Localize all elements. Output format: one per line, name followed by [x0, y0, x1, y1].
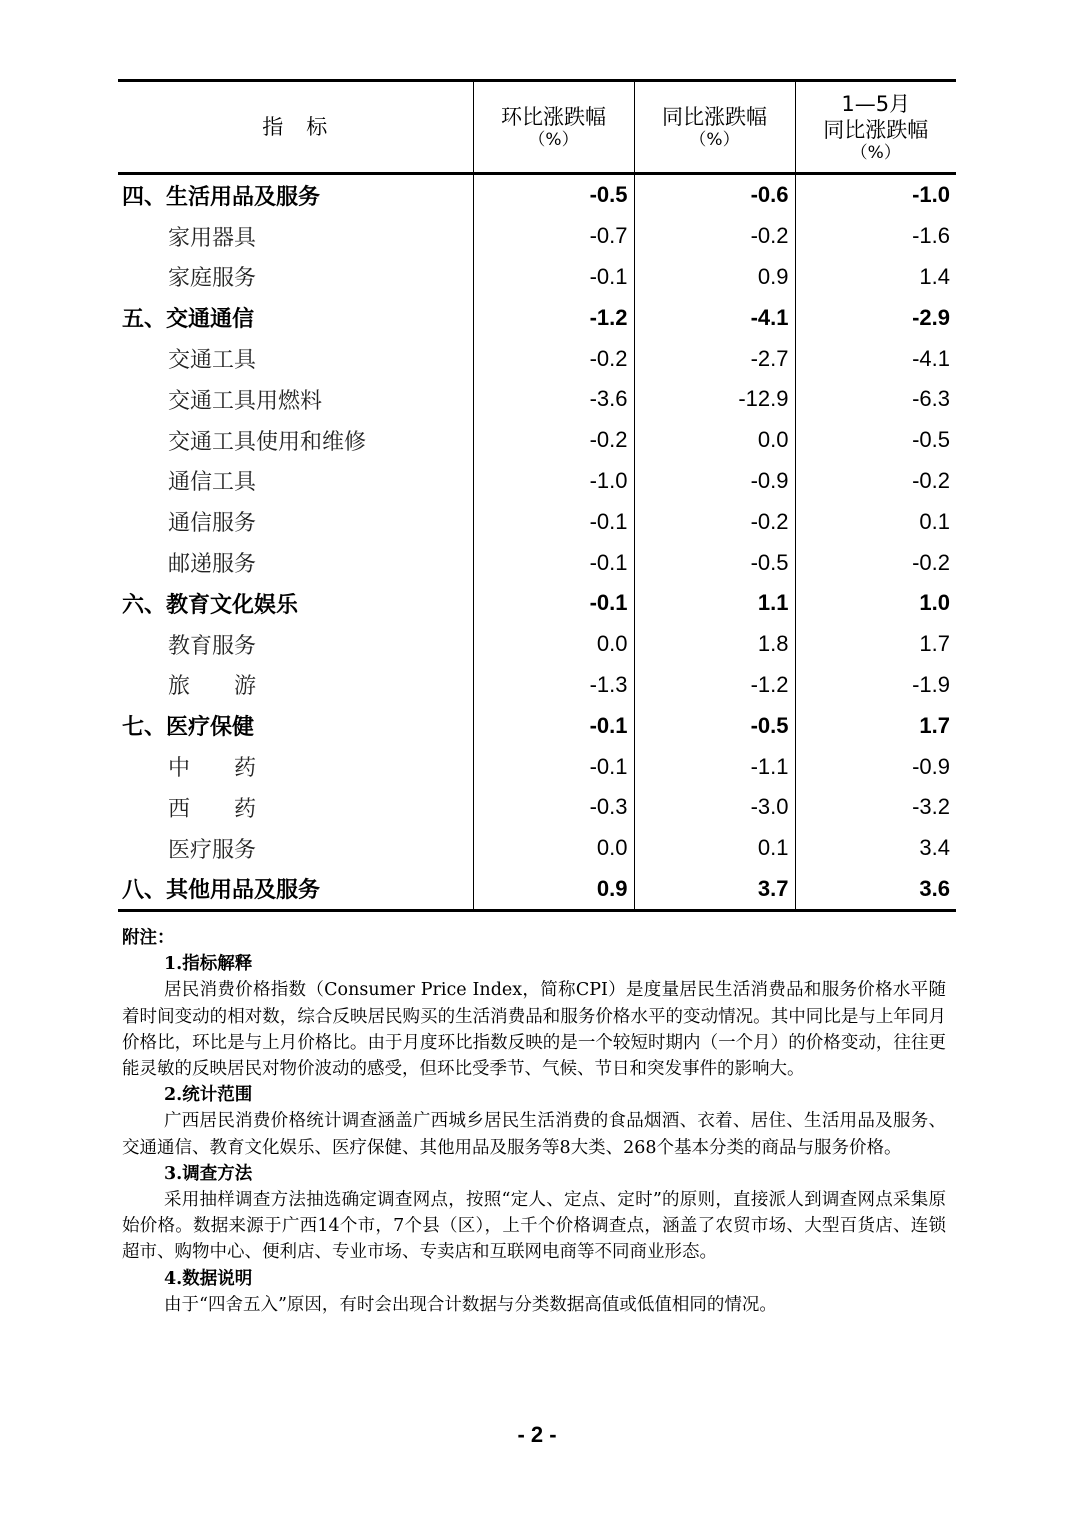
- row-name: 医疗服务: [168, 837, 257, 863]
- row-name: 教育服务: [168, 633, 257, 659]
- note-section-title: 1.指标解释: [164, 954, 253, 975]
- ytd-value: -1.0: [795, 174, 956, 216]
- header-indicator: 指 标: [118, 81, 473, 174]
- yoy-value: 0.1: [634, 828, 795, 869]
- cpi-table: [118, 79, 956, 912]
- yoy-value: -0.6: [634, 174, 795, 216]
- mom-value: -0.5: [473, 174, 634, 216]
- yoy-value: 0.0: [634, 420, 795, 461]
- header-mom-unit: （%）: [528, 130, 579, 150]
- row-name: 西 药: [168, 796, 257, 822]
- mom-value: -0.1: [473, 542, 634, 583]
- ytd-value: 3.6: [795, 869, 956, 911]
- mom-value: -0.1: [473, 501, 634, 542]
- header-ytd: [795, 81, 956, 174]
- row-name: 中 药: [168, 756, 257, 782]
- header-ytd-label: 同比涨跌幅: [823, 118, 929, 142]
- row-name: 交通工具用燃料: [168, 388, 323, 414]
- ytd-value: -0.2: [795, 542, 956, 583]
- mom-value: 0.0: [473, 624, 634, 665]
- ytd-value: -0.2: [795, 461, 956, 502]
- item-row: [118, 665, 956, 706]
- row-name: 六、教育文化娱乐: [122, 592, 299, 618]
- header-yoy: [634, 81, 795, 174]
- category-row: [118, 174, 956, 216]
- item-row: [118, 501, 956, 542]
- item-row: [118, 379, 956, 420]
- ytd-value: 3.4: [795, 828, 956, 869]
- ytd-value: -0.9: [795, 746, 956, 787]
- mom-value: -0.1: [473, 257, 634, 298]
- mom-value: -0.7: [473, 216, 634, 257]
- yoy-value: 1.1: [634, 583, 795, 624]
- yoy-value: -12.9: [634, 379, 795, 420]
- yoy-value: -2.7: [634, 338, 795, 379]
- mom-value: 0.0: [473, 828, 634, 869]
- row-name: 邮递服务: [168, 552, 257, 578]
- yoy-value: -0.9: [634, 461, 795, 502]
- yoy-value: 0.9: [634, 257, 795, 298]
- ytd-value: 0.1: [795, 501, 956, 542]
- ytd-value: 1.7: [795, 624, 956, 665]
- row-name: 通信工具: [168, 470, 257, 496]
- yoy-value: -1.1: [634, 746, 795, 787]
- yoy-value: 1.8: [634, 624, 795, 665]
- ytd-value: -4.1: [795, 338, 956, 379]
- ytd-value: 1.0: [795, 583, 956, 624]
- ytd-value: -0.5: [795, 420, 956, 461]
- yoy-value: -0.5: [634, 705, 795, 746]
- row-name: 五、交通通信: [122, 307, 255, 333]
- page-number: - 2 -: [517, 1422, 557, 1447]
- row-name: 通信服务: [168, 511, 257, 537]
- note-section-text: 广西居民消费价格统计调查涵盖广西城乡居民生活消费的食品烟酒、衣着、居住、生活用品及服务、交通通信、教育文化娱乐、医疗保健、其他用品及服务等8大类、268个基本分类的商品与服务价格。: [122, 1111, 946, 1158]
- ytd-value: 1.7: [795, 705, 956, 746]
- category-row: [118, 583, 956, 624]
- row-name: 家庭服务: [168, 266, 257, 292]
- mom-value: -1.2: [473, 297, 634, 338]
- yoy-value: -0.5: [634, 542, 795, 583]
- mom-value: -0.1: [473, 583, 634, 624]
- item-row: [118, 542, 956, 583]
- note-section-text: 居民消费价格指数（Consumer Price Index，简称CPI）是度量居民生活消费品和服务价格水平随着时间变动的相对数，综合反映居民购买的生活消费品和服务价格水平的变动情况。其中同比是与上年同月价格比，环比是与上月价格比。由于月度环比指数反映的是一个较短时期内（一个月）的价格变动，往往更能灵敏的反映居民对物价波动的感受，但环比受季节、气候、节日和突发事件的影响大。: [122, 980, 946, 1080]
- row-name: 八、其他用品及服务: [118, 869, 473, 911]
- ytd-value: -3.2: [795, 787, 956, 828]
- row-name: 四、生活用品及服务: [122, 184, 321, 210]
- item-row: [118, 216, 956, 257]
- note-section-title: 2.统计范围: [164, 1085, 253, 1106]
- header-ytd-unit: （%）: [850, 143, 901, 163]
- note-section-title: 4.数据说明: [164, 1268, 253, 1289]
- ytd-value: -1.6: [795, 216, 956, 257]
- notes-section: [122, 925, 946, 1318]
- item-row: [118, 257, 956, 298]
- item-row: [118, 746, 956, 787]
- mom-value: -1.0: [473, 461, 634, 502]
- header-mom: [473, 81, 634, 174]
- row-name: 交通工具: [168, 348, 257, 374]
- note-section-text: 由于“四舍五入”原因，有时会出现合计数据与分类数据高值或低值相同的情况。: [164, 1294, 777, 1315]
- mom-value: -0.1: [473, 705, 634, 746]
- yoy-value: -1.2: [634, 665, 795, 706]
- table-header: [118, 81, 956, 174]
- row-name: 旅 游: [168, 674, 257, 700]
- item-row: [118, 624, 956, 665]
- mom-value: -0.1: [473, 746, 634, 787]
- category-row: [118, 869, 956, 911]
- note-section-title: 3.调查方法: [164, 1163, 253, 1184]
- mom-value: -0.3: [473, 787, 634, 828]
- header-yoy-unit: （%）: [689, 130, 740, 150]
- row-name: 交通工具使用和维修: [168, 429, 367, 455]
- category-row: [118, 297, 956, 338]
- header-yoy-label: 同比涨跌幅: [662, 105, 767, 129]
- notes-label: 附注：: [122, 928, 175, 948]
- item-row: [118, 461, 956, 502]
- table-body: [118, 174, 956, 911]
- mom-value: -3.6: [473, 379, 634, 420]
- mom-value: -0.2: [473, 420, 634, 461]
- row-name: 家用器具: [168, 225, 257, 251]
- item-row: [118, 338, 956, 379]
- mom-value: 0.9: [473, 869, 634, 911]
- ytd-value: -6.3: [795, 379, 956, 420]
- yoy-value: -3.0: [634, 787, 795, 828]
- ytd-value: -2.9: [795, 297, 956, 338]
- item-row: [118, 828, 956, 869]
- item-row: [118, 787, 956, 828]
- mom-value: -1.3: [473, 665, 634, 706]
- category-row: [118, 705, 956, 746]
- ytd-value: 1.4: [795, 257, 956, 298]
- yoy-value: -0.2: [634, 216, 795, 257]
- yoy-value: -4.1: [634, 297, 795, 338]
- yoy-value: -0.2: [634, 501, 795, 542]
- header-ytd-period: 1—5月: [841, 92, 911, 116]
- row-name: 七、医疗保健: [122, 715, 255, 741]
- item-row: [118, 420, 956, 461]
- notes-sections: [122, 951, 946, 1318]
- yoy-value: 3.7: [634, 869, 795, 911]
- ytd-value: -1.9: [795, 665, 956, 706]
- header-mom-label: 环比涨跌幅: [501, 105, 606, 129]
- mom-value: -0.2: [473, 338, 634, 379]
- note-section-text: 采用抽样调查方法抽选确定调查网点，按照“定人、定点、定时”的原则，直接派人到调查网点采集原始价格。数据来源于广西14个市，7个县（区），上千个价格调查点，涵盖了农贸市场、大型百货店、连锁超市、购物中心、便利店、专业市场、专卖店和互联网电商等不同商业形态。: [122, 1190, 946, 1263]
